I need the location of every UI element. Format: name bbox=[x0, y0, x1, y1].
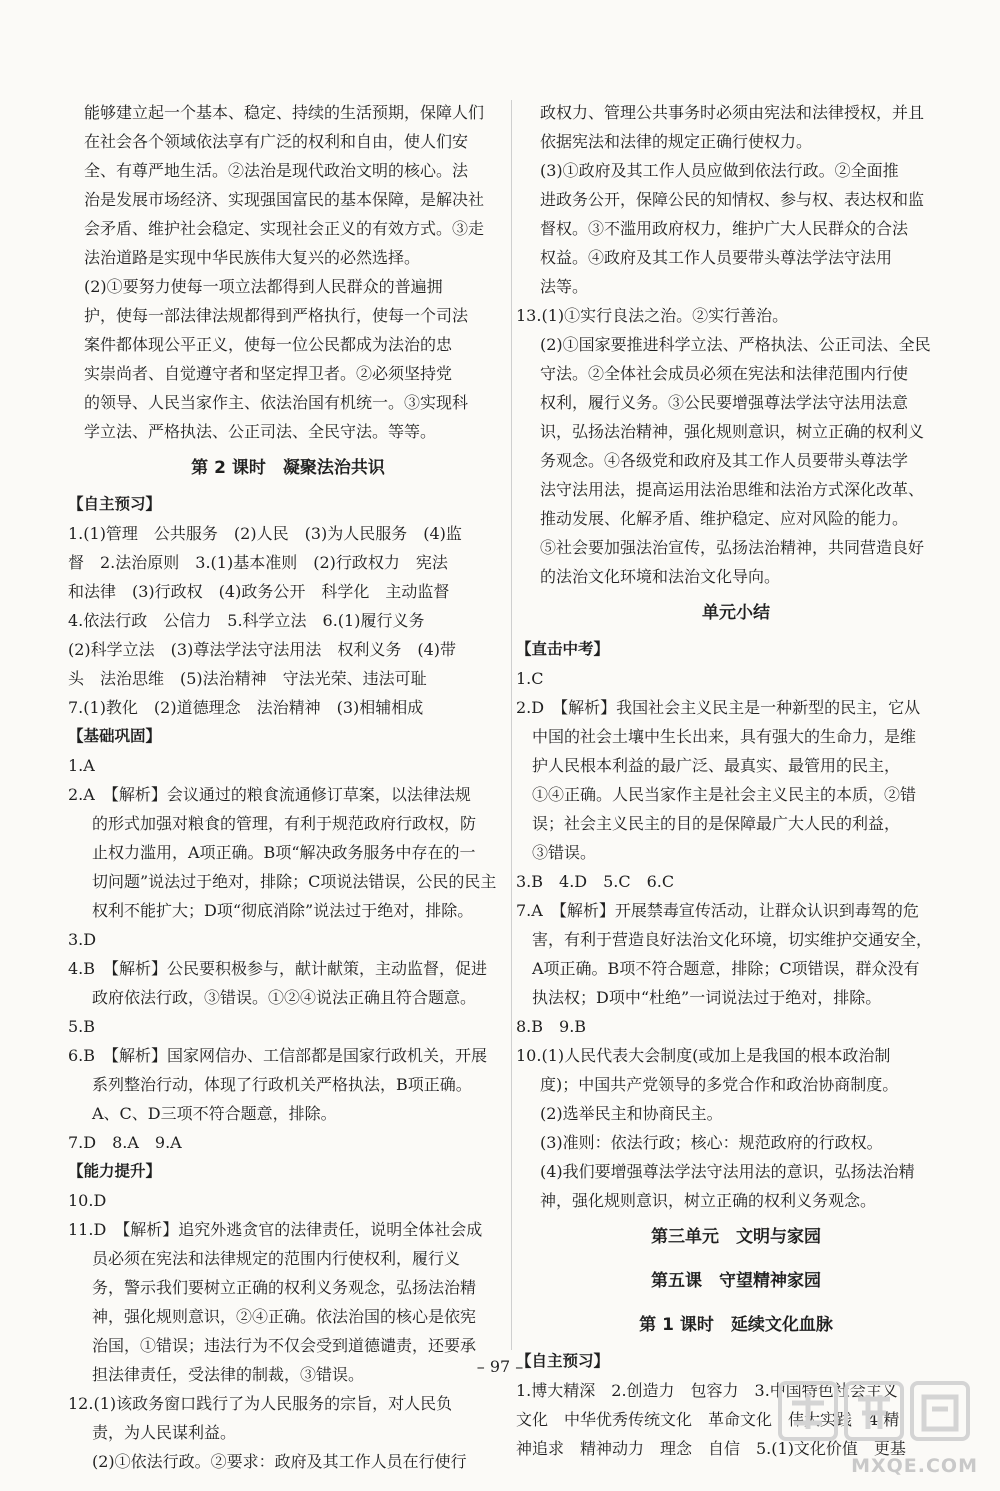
text-line: 的领导、人民当家作主、依法治国有机统一。③实现科 bbox=[84, 393, 469, 412]
text-line: 法等。 bbox=[540, 277, 589, 296]
text-line: 在社会各个领域依法享有广泛的权利和自由，使人们安 bbox=[84, 132, 469, 151]
text-line: 员必须在宪法和法律规定的范围内行使权利，履行义 bbox=[92, 1249, 461, 1268]
text-line: 权益。④政府及其工作人员要带头尊法学法守法用 bbox=[540, 248, 893, 267]
text-line: 害，有利于营造良好法治文化环境，切实维护交通安全， bbox=[532, 930, 933, 949]
text-line: 学立法、严格执法、公正司法、全民守法。等等。 bbox=[84, 422, 437, 441]
text-line: (2)①依法行政。②要求：政府及其工作人员在行使行 bbox=[92, 1452, 467, 1471]
text-line: 推动发展、化解矛盾、维护稳定、应对风险的能力。 bbox=[540, 509, 909, 528]
text-line: 10.D bbox=[68, 1191, 107, 1210]
text-line: 1.A bbox=[68, 756, 95, 775]
text-line: ⑤社会要加强法治宣传，弘扬法治精神，共同营造良好 bbox=[540, 538, 925, 557]
text-line: 督 2.法治原则 3.(1)基本准则 (2)行政权力 宪法 bbox=[68, 553, 448, 572]
text-line: 2.A 【解析】会议通过的粮食流通修订草案，以法律法规 bbox=[68, 785, 471, 804]
text-line: A项正确。B项不符合题意，排除；C项错误，群众没有 bbox=[532, 959, 920, 978]
section-title: 第三单元 文明与家园 bbox=[651, 1227, 821, 1247]
text-line: 文化 中华优秀传统文化 革命文化 伟大实践 4.精 bbox=[516, 1410, 900, 1429]
text-line: 全、有尊严地生活。②法治是现代政治文明的核心。法 bbox=[84, 161, 469, 180]
text-line: 3.B 4.D 5.C 6.C bbox=[516, 872, 675, 891]
text-line: (2)①国家要推进科学立法、严格执法、公正司法、全民 bbox=[540, 335, 931, 354]
text-line: 执法权；D项中“杜绝”一词说法过于绝对，排除。 bbox=[532, 988, 882, 1007]
text-line: (3)①政府及其工作人员应做到依法行政。②全面推 bbox=[540, 161, 899, 180]
text-line: 能够建立起一个基本、稳定、持续的生活预期，保障人们 bbox=[84, 103, 485, 122]
text-line: 止权力滥用，A项正确。B项“解决政务服务中存在的一 bbox=[92, 843, 476, 862]
text-line: 1.C bbox=[516, 669, 544, 688]
text-line: 7.D 8.A 9.A bbox=[68, 1133, 182, 1152]
text-line: 会矛盾、维护社会稳定、实现社会正义的有效方式。③走 bbox=[84, 219, 485, 238]
text-line: 护，使每一部法律法规都得到严格执行，使每一个司法 bbox=[84, 306, 469, 325]
text-line: 进政务公开，保障公民的知情权、参与权、表达权和监 bbox=[540, 190, 925, 209]
text-line: A、C、D三项不符合题意，排除。 bbox=[92, 1104, 337, 1123]
text-line: (2)科学立法 (3)尊法学法守法用法 权利义务 (4)带 bbox=[68, 640, 456, 659]
text-line: 度)；中国共产党领导的多党合作和政治协商制度。 bbox=[540, 1075, 899, 1094]
watermark bbox=[772, 1373, 982, 1483]
text-line: 切问题”说法过于绝对，排除；C项说法错误，公民的民主 bbox=[92, 872, 497, 891]
text-line: 中国的社会土壤中生长出来，具有强大的生命力，是维 bbox=[532, 727, 917, 746]
text-line: 误；社会主义民主的目的是保障最广大人民的利益， bbox=[532, 814, 901, 833]
section-title: 第 1 课时 延续文化血脉 bbox=[639, 1315, 833, 1335]
text-line: 5.B bbox=[68, 1017, 96, 1036]
text-line: (4)我们要增强尊法学法守法用法的意识，弘扬法治精 bbox=[540, 1162, 915, 1181]
section-heading: 【自主预习】 bbox=[68, 495, 162, 513]
text-line: 神追求 精神动力 理念 自信 5.(1)文化价值 更基 bbox=[516, 1439, 906, 1458]
text-line: ③错误。 bbox=[532, 843, 597, 862]
text-line: 法治道路是实现中华民族伟大复兴的必然选择。 bbox=[84, 248, 421, 267]
section-heading: 【能力提升】 bbox=[68, 1162, 162, 1180]
text-line: 7.A 【解析】开展禁毒宣传活动，让群众认识到毒驾的危 bbox=[516, 901, 919, 920]
section-heading: 【自主预习】 bbox=[516, 1352, 610, 1370]
text-line: 13.(1)①实行良法之治。②实行善治。 bbox=[516, 306, 789, 325]
text-line: 务观念。④各级党和政府及其工作人员要带头尊法学 bbox=[540, 451, 909, 470]
section-heading: 【基础巩固】 bbox=[68, 727, 162, 745]
text-line: 权利，履行义务。③公民要增强尊法学法守法用法意 bbox=[540, 393, 909, 412]
text-line: 和法律 (3)行政权 (4)政务公开 科学化 主动监督 bbox=[68, 582, 450, 601]
text-line: 4.B 【解析】公民要积极参与，献计献策，主动监督，促进 bbox=[68, 959, 488, 978]
right-column bbox=[516, 98, 956, 1463]
text-line: 实崇尚者、自觉遵守者和坚定捍卫者。②必须坚持党 bbox=[84, 364, 453, 383]
text-line: 的法治文化环境和法治文化导向。 bbox=[540, 567, 781, 586]
section-heading: 【直击中考】 bbox=[516, 640, 610, 658]
section-title: 第五课 守望精神家园 bbox=[651, 1271, 821, 1291]
text-line: 11.D 【解析】追究外逃贪官的法律责任，说明全体社会成 bbox=[68, 1220, 483, 1239]
text-line: 政权力、管理公共事务时必须由宪法和法律授权，并且 bbox=[540, 103, 925, 122]
text-line: 督权。③不滥用政府权力，维护广大人民群众的合法 bbox=[540, 219, 909, 238]
text-line: 法守法用法，提高运用法治思维和法治方式深化改革、 bbox=[540, 480, 925, 499]
text-line: 担法律责任，受法律的制裁，③错误。 bbox=[92, 1365, 365, 1384]
left-column bbox=[68, 98, 508, 1476]
text-line: 4.依法行政 公信力 5.科学立法 6.(1)履行义务 bbox=[68, 611, 425, 630]
text-line: 务，警示我们要树立正确的权利义务观念，弘扬法治精 bbox=[92, 1278, 477, 1297]
text-line: 治国，①错误；违法行为不仅会受到道德谴责，还要承 bbox=[92, 1336, 477, 1355]
text-line: 责，为人民谋利益。 bbox=[92, 1423, 237, 1442]
text-line: 识，弘扬法治精神，强化规则意识，树立正确的权利义 bbox=[540, 422, 925, 441]
text-line: 2.D 【解析】我国社会主义民主是一种新型的民主，它从 bbox=[516, 698, 921, 717]
text-line: 7.(1)教化 (2)道德理念 法治精神 (3)相辅相成 bbox=[68, 698, 424, 717]
column-divider bbox=[511, 100, 512, 1350]
text-line: 依据宪法和法律的规定正确行使权力。 bbox=[540, 132, 813, 151]
text-line: 3.D bbox=[68, 930, 97, 949]
text-line: 政府依法行政，③错误。①②④说法正确且符合题意。 bbox=[92, 988, 477, 1007]
section-title: 单元小结 bbox=[702, 603, 770, 623]
text-line: 权利不能扩大；D项“彻底消除”说法过于绝对，排除。 bbox=[92, 901, 474, 920]
text-line: 案件都体现公平正义，使每一位公民都成为法治的忠 bbox=[84, 335, 453, 354]
page-number: – 97 – bbox=[476, 1357, 524, 1376]
watermark-text: MXQE.COM bbox=[851, 1455, 978, 1477]
text-line: 1.博大精深 2.创造力 包容力 3.中国特色社会主义 bbox=[516, 1381, 898, 1400]
text-line: 头 法治思维 (5)法治精神 守法光荣、违法可耻 bbox=[68, 669, 427, 688]
text-line: (2)选举民主和协商民主。 bbox=[540, 1104, 723, 1123]
text-line: 6.B 【解析】国家网信办、工信部都是国家行政机关，开展 bbox=[68, 1046, 488, 1065]
text-line: (2)①要努力使每一项立法都得到人民群众的普遍拥 bbox=[84, 277, 443, 296]
text-line: 治是发展市场经济、实现强国富民的基本保障，是解决社 bbox=[84, 190, 485, 209]
text-line: 神，强化规则意识，②④正确。依法治国的核心是依宪 bbox=[92, 1307, 477, 1326]
text-line: 护人民根本利益的最广泛、最真实、最管用的民主， bbox=[532, 756, 901, 775]
text-line: 守法。②全体社会成员必须在宪法和法律范围内行使 bbox=[540, 364, 909, 383]
text-line: 神，强化规则意识，树立正确的权利义务观念。 bbox=[540, 1191, 877, 1210]
text-line: 系列整治行动，体现了行政机关严格执法，B项正确。 bbox=[92, 1075, 472, 1094]
text-line: 12.(1)该政务窗口践行了为人民服务的宗旨，对人民负 bbox=[68, 1394, 453, 1413]
text-line: 1.(1)管理 公共服务 (2)人民 (3)为人民服务 (4)监 bbox=[68, 524, 462, 543]
text-line: 10.(1)人民代表大会制度(或加上是我国的根本政治制 bbox=[516, 1046, 891, 1065]
text-line: 8.B 9.B bbox=[516, 1017, 587, 1036]
text-line: (3)准则：依法行政；核心：规范政府的行政权。 bbox=[540, 1133, 883, 1152]
section-title: 第 2 课时 凝聚法治共识 bbox=[191, 458, 385, 478]
text-line: 的形式加强对粮食的管理，有利于规范政府行政权，防 bbox=[92, 814, 477, 833]
text-line: ①④正确。人民当家作主是社会主义民主的本质，②错 bbox=[532, 785, 917, 804]
